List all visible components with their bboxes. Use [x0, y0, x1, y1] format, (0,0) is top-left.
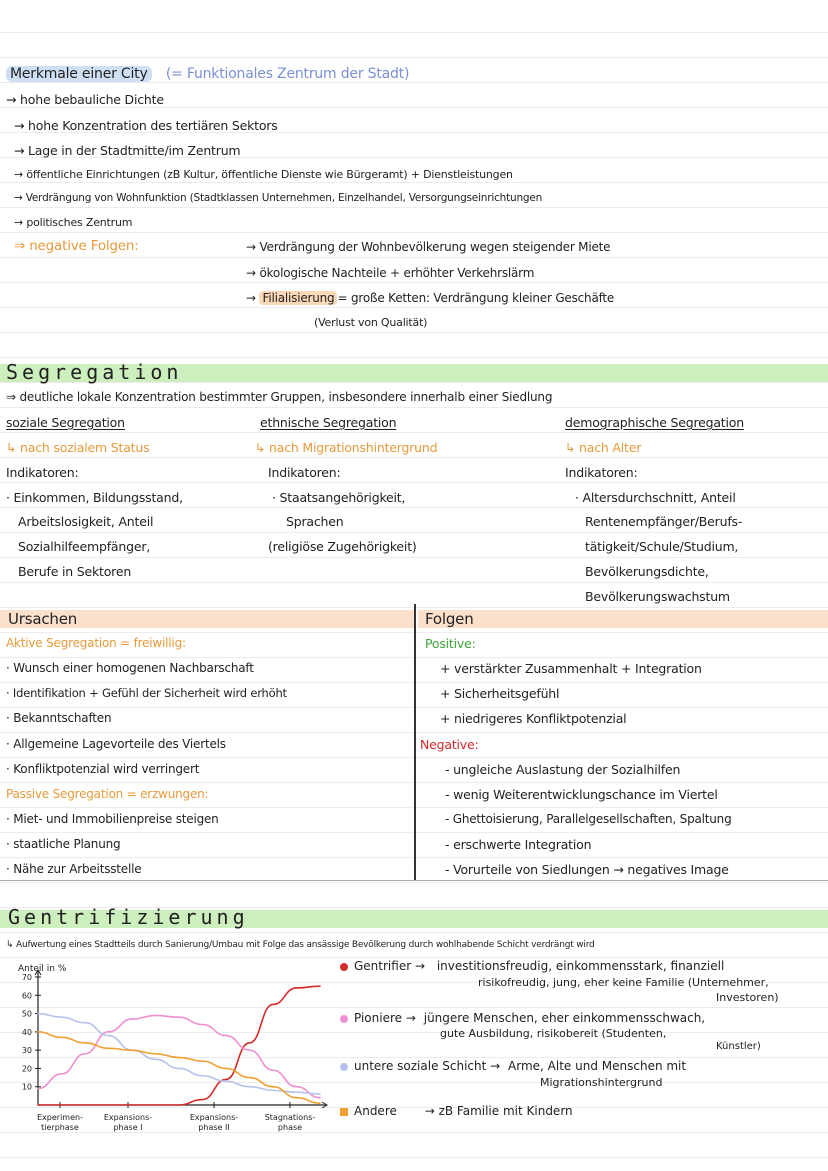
chart-series-lines	[38, 986, 320, 1105]
soziale-indikator-1: · Einkommen, Bildungsstand,	[6, 490, 183, 505]
aktiv-item-4: · Allgemeine Lagevorteile des Viertels	[6, 737, 226, 751]
soziale-segregation-sub: ↳ nach sozialem Status	[6, 440, 150, 455]
legend-untere-schicht	[340, 1060, 686, 1073]
aktive-segregation-label: Aktive Segregation = freiwillig:	[6, 636, 186, 650]
positive-item-1: + verstärkter Zusammenhalt + Integration	[440, 661, 702, 676]
negative-folge-1: → Verdrängung der Wohnbevölkerung wegen steigender Miete	[246, 240, 611, 254]
gentrifizierung-definition: ↳ Aufwertung eines Stadtteils durch Sanierung/Umbau mit Folge das ansässige Bevölkerung durch wohlhabende Schicht verdrängt wird	[6, 940, 595, 950]
legend-gentrifier-label: Gentrifier →	[354, 959, 426, 973]
chart-y-tick-label: 30	[21, 1046, 32, 1056]
demographische-indikator-2: Rentenempfänger/Berufs-	[585, 514, 743, 529]
positive-label: Positive:	[425, 636, 476, 651]
negative-item-1: - ungleiche Auslastung der Sozialhilfen	[445, 762, 681, 777]
legend-gentrifier-swatch	[340, 963, 348, 971]
gentrifizierung-title: Gentrifizierung	[8, 905, 249, 929]
legend-pioniere-text: jüngere Menschen, eher einkommensschwach,	[423, 1011, 706, 1025]
positive-item-3: + niedrigeres Konfliktpotenzial	[440, 711, 627, 726]
chart-x-tick-label: phase	[277, 1123, 303, 1132]
merkmale-line-3: → Lage in der Stadtmitte/im Zentrum	[14, 143, 241, 158]
soziale-segregation-heading: soziale Segregation	[6, 415, 125, 430]
legend-pioniere-label: Pioniere →	[354, 1011, 416, 1025]
legend-gentrifier-text3: Investoren)	[716, 991, 779, 1004]
chart-y-label: Anteil in %	[18, 964, 67, 974]
merkmale-line-1: → hohe bebauliche Dichte	[6, 92, 164, 107]
chart-x-labels	[37, 1102, 315, 1132]
negative-item-2: - wenig Weiterentwicklungschance im Viertel	[445, 787, 718, 802]
chart-axes	[35, 970, 327, 1108]
legend-untere-schicht-swatch	[340, 1063, 348, 1071]
segregation-title: Segregation	[6, 360, 183, 384]
passiv-item-2: · staatliche Planung	[6, 837, 121, 851]
ethnische-indikator-1: · Staatsangehörigkeit,	[272, 490, 406, 505]
aktiv-item-3: · Bekanntschaften	[6, 711, 112, 725]
aktiv-item-1: · Wunsch einer homogenen Nachbarschaft	[6, 661, 254, 675]
merkmale-line-6: → politisches Zentrum	[14, 216, 133, 229]
chart-x-tick-label: Expansions-	[103, 1113, 153, 1122]
demographische-indikatoren-label: Indikatoren:	[565, 465, 638, 480]
folgen-title: Folgen	[425, 610, 474, 628]
negative-item-5: - Vorurteile von Siedlungen → negatives Image	[445, 862, 729, 877]
legend-untere-schicht-text: Arme, Alte und Menschen mit	[508, 1059, 687, 1073]
legend-gentrifier	[340, 960, 724, 973]
demographische-indikator-5: Bevölkerungswachstum	[585, 589, 730, 604]
merkmale-line-5: → Verdrängung von Wohnfunktion (Stadtklassen Unternehmen, Einzelhandel, Versorgungseinrichtungen	[14, 192, 543, 204]
series-line-untere-soziale-schicht	[38, 1014, 320, 1094]
series-line-pioniere	[38, 1015, 320, 1097]
negative-folgen-label: ⇒ negative Folgen:	[14, 238, 139, 254]
soziale-indikator-2: Arbeitslosigkeit, Anteil	[18, 514, 154, 529]
divider-vertical	[414, 604, 416, 880]
gentrifizierung-chart	[0, 955, 345, 1155]
segregation-definition: ⇒ deutliche lokale Konzentration bestimmter Gruppen, insbesondere innerhalb einer Siedlung	[6, 390, 553, 404]
legend-andere-swatch	[340, 1108, 348, 1116]
negative-item-4: - erschwerte Integration	[445, 837, 592, 852]
ursachen-title: Ursachen	[8, 610, 78, 628]
chart-y-tick-label: 20	[21, 1064, 32, 1074]
legend-pioniere-swatch	[340, 1015, 348, 1023]
chart-x-tick-label: Expansions-	[189, 1113, 239, 1122]
chart-x-tick-label: Stagnations-	[264, 1113, 316, 1122]
chart-y-tick-label: 40	[21, 1027, 32, 1037]
negative-folge-3	[246, 291, 614, 305]
passiv-item-1: · Miet- und Immobilienpreise steigen	[6, 812, 219, 826]
legend-gentrifier-text2: risikofreudig, jung, eher keine Familie (Unternehmer,	[478, 976, 769, 989]
ethnische-segregation-heading: ethnische Segregation	[260, 415, 397, 430]
legend-untere-schicht-text2: Migrationshintergrund	[540, 1076, 663, 1089]
legend-untere-schicht-label: untere soziale Schicht →	[354, 1059, 501, 1073]
series-line-andere	[38, 1032, 320, 1103]
chart-x-tick-label: Experimen-	[37, 1113, 83, 1122]
merkmale-line-4: → öffentliche Einrichtungen (zB Kultur, öffentliche Dienste wie Bürgeramt) + Dienstleistungen	[14, 168, 513, 181]
merkmale-title-row	[6, 66, 409, 82]
passive-segregation-label: Passive Segregation = erzwungen:	[6, 787, 209, 801]
filialisierung-sub: (Verlust von Qualität)	[314, 316, 428, 329]
ethnische-indikator-3: (religiöse Zugehörigkeit)	[268, 539, 417, 554]
demographische-indikator-1: · Altersdurchschnitt, Anteil	[575, 490, 736, 505]
filial-arrow: →	[246, 291, 256, 305]
filialisierung-word: Filialisierung	[259, 291, 337, 305]
chart-x-tick-label: phase I	[113, 1123, 143, 1132]
chart-y-tick-label: 10	[21, 1082, 32, 1092]
demographische-indikator-4: Bevölkerungsdichte,	[585, 564, 709, 579]
soziale-indikatoren-label: Indikatoren:	[6, 465, 79, 480]
soziale-indikator-3: Sozialhilfeempfänger,	[18, 539, 151, 554]
legend-pioniere-text2: gute Ausbildung, risikobereit (Studenten,	[440, 1027, 667, 1040]
negative-item-3: - Ghettoisierung, Parallelgesellschaften, Spaltung	[445, 812, 732, 826]
ethnische-indikatoren-label: Indikatoren:	[268, 465, 341, 480]
legend-gentrifier-text: investitionsfreudig, einkommensstark, finanziell	[436, 959, 725, 973]
negative-label: Negative:	[420, 737, 479, 752]
chart-y-tick-label: 60	[21, 991, 32, 1001]
chart-x-tick-label: phase II	[198, 1123, 230, 1132]
demographische-segregation-sub: ↳ nach Alter	[565, 440, 642, 455]
aktiv-item-2: · Identifikation + Gefühl der Sicherheit wird erhöht	[6, 686, 287, 700]
merkmale-line-2: → hohe Konzentration des tertiären Sektors	[14, 118, 278, 133]
passiv-item-3: · Nähe zur Arbeitsstelle	[6, 862, 142, 876]
merkmale-subtitle: (= Funktionales Zentrum der Stadt)	[165, 66, 410, 82]
aktiv-item-5: · Konfliktpotenzial wird verringert	[6, 762, 200, 776]
folgen-band	[418, 610, 828, 628]
ethnische-indikator-2: Sprachen	[286, 514, 344, 529]
legend-andere-text: → zB Familie mit Kindern	[424, 1104, 573, 1118]
legend-pioniere-text3: Künstler)	[716, 1041, 761, 1052]
legend-pioniere	[340, 1012, 705, 1025]
ethnische-segregation-sub: ↳ nach Migrationshintergrund	[255, 440, 438, 455]
legend-andere-label: Andere	[354, 1104, 397, 1118]
chart-x-tick-label: tierphase	[41, 1123, 79, 1132]
chart-y-tick-label: 70	[21, 973, 32, 982]
merkmale-title: Merkmale einer City	[6, 66, 152, 82]
demographische-segregation-heading: demographische Segregation	[565, 415, 744, 430]
divider-horizontal	[0, 880, 828, 881]
legend-andere	[340, 1105, 573, 1118]
soziale-indikator-4: Berufe in Sektoren	[18, 564, 132, 579]
negative-folge-2: → ökologische Nachteile + erhöhter Verkehrslärm	[246, 266, 535, 280]
demographische-indikator-3: tätigkeit/Schule/Studium,	[585, 539, 739, 554]
chart-y-tick-label: 50	[21, 1009, 32, 1019]
filialisierung-rest: = große Ketten: Verdrängung kleiner Geschäfte	[337, 291, 615, 305]
positive-item-2: + Sicherheitsgefühl	[440, 686, 560, 701]
